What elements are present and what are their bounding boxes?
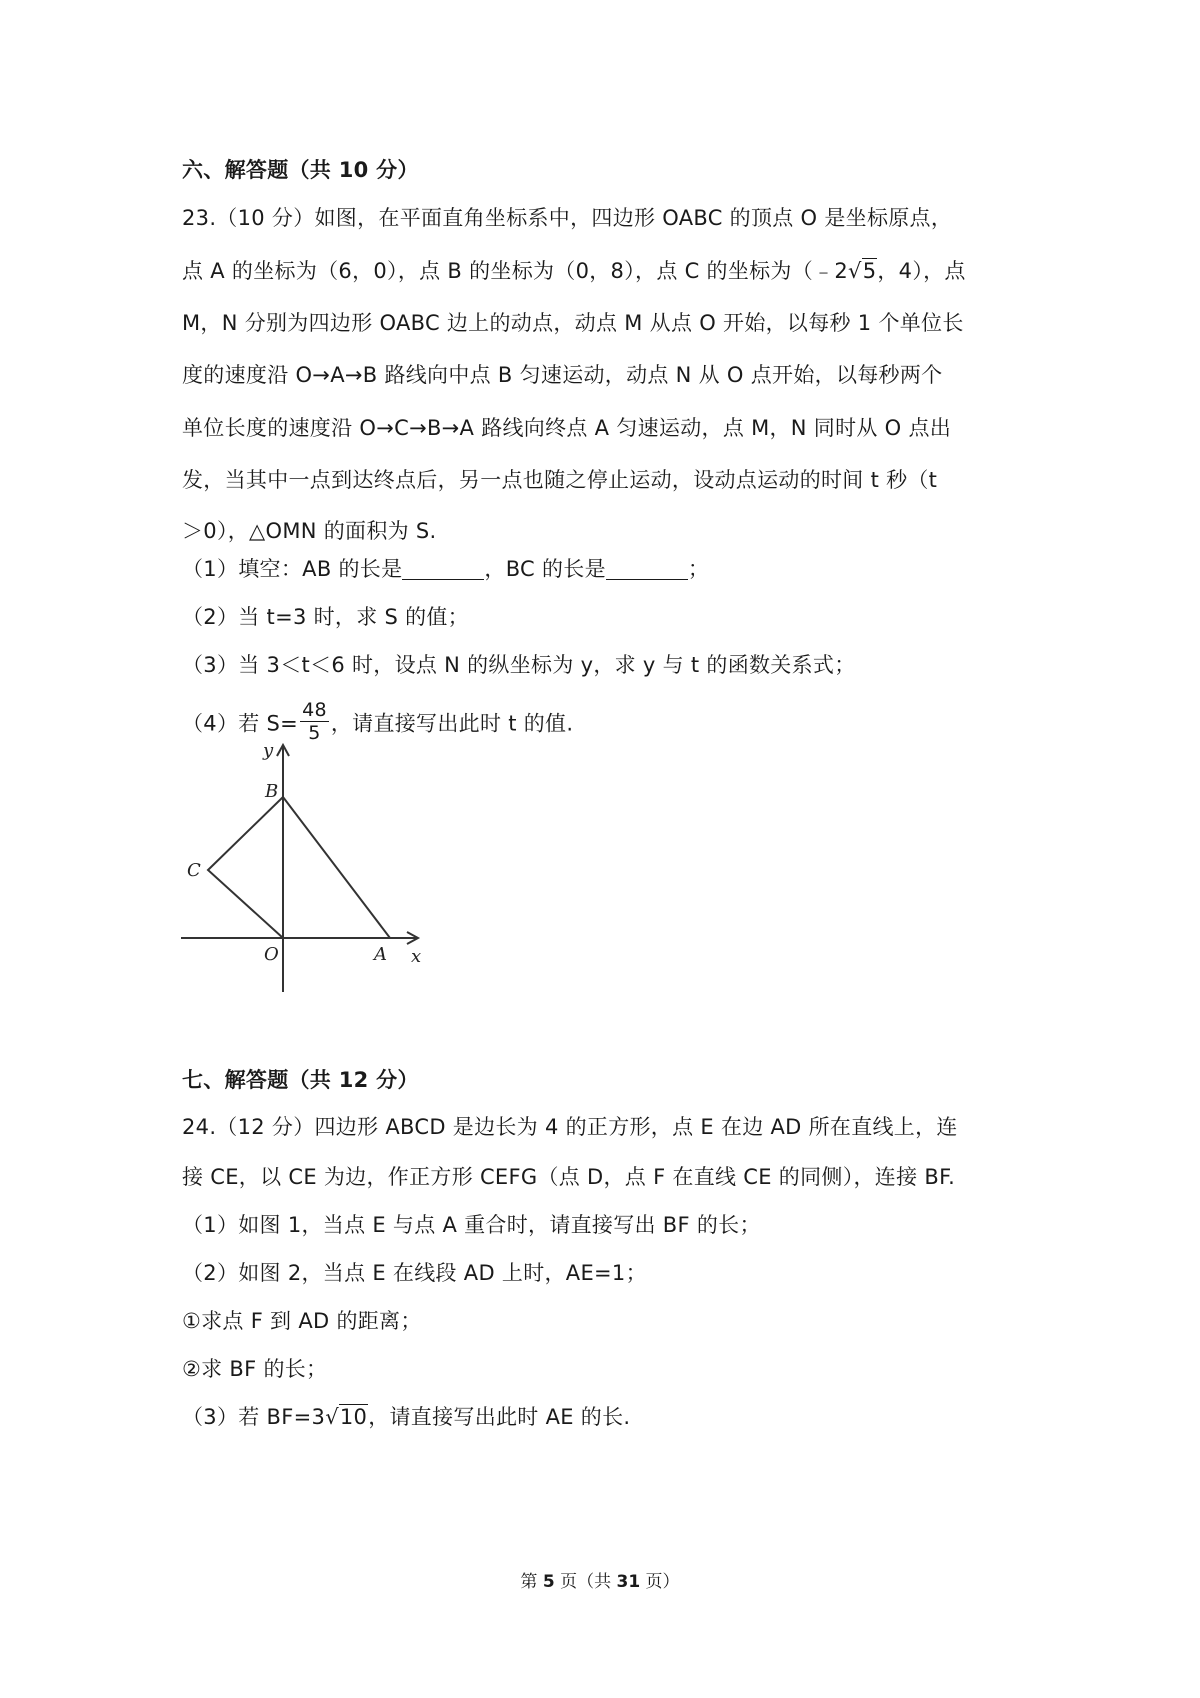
answer-blank-bc: [606, 557, 688, 580]
q23-part2: （2）当 t=3 时，求 S 的值；: [182, 605, 469, 629]
q24-line2: 接 CE，以 CE 为边，作正方形 CEFG（点 D，点 F 在直线 CE 的同侧），连接 BF.: [182, 1165, 956, 1189]
label-y: y: [263, 740, 274, 761]
q24-line1: 24.（12 分）四边形 ABCD 是边长为 4 的正方形，点 E 在边 AD 所在直线上，连: [182, 1115, 958, 1139]
q23-line7: ＞0），△OMN 的面积为 S.: [182, 519, 437, 543]
fraction-48-5: $\frac{48}{5}$: [302, 699, 327, 744]
q23-line4: 度的速度沿 O→A→B 路线向中点 B 匀速运动，动点 N 从 O 点开始，以每秒两个: [182, 363, 943, 387]
label-o: O: [264, 944, 279, 965]
q24-part2: （2）如图 2，当点 E 在线段 AD 上时，AE=1；: [182, 1261, 647, 1285]
answer-blank-ab: [402, 557, 484, 580]
q23-part3: （3）当 3＜t＜6 时，设点 N 的纵坐标为 y，求 y 与 t 的函数关系式；: [182, 653, 856, 677]
q24-part3: （3）若 BF=3√10，请直接写出此时 AE 的长.: [182, 1402, 630, 1432]
q24-sub1: ①求点 F 到 AD 的距离；: [182, 1309, 422, 1333]
label-c: C: [187, 860, 201, 881]
page-footer: 第 5 页（共 31 页）: [520, 1572, 680, 1592]
sqrt-10: √10: [325, 1405, 368, 1429]
q24-part1: （1）如图 1，当点 E 与点 A 重合时，请直接写出 BF 的长；: [182, 1213, 761, 1237]
q23-line6: 发，当其中一点到达终点后，另一点也随之停止运动，设动点运动的时间 t 秒（t: [182, 468, 938, 492]
q23-part4: （4）若 S= $\frac{48}{5}$ ，请直接写出此时 t 的值.: [182, 699, 574, 744]
label-b: B: [265, 781, 279, 802]
label-x: x: [411, 946, 422, 967]
q24-sub2: ②求 BF 的长；: [182, 1357, 328, 1381]
q23-line2: [182, 256, 966, 286]
label-a: A: [374, 944, 387, 965]
q23-line5: 单位长度的速度沿 O→C→B→A 路线向终点 A 匀速运动，点 M，N 同时从 O 点出: [182, 416, 952, 440]
page-number: 5: [542, 1572, 555, 1592]
page-total: 31: [616, 1572, 641, 1592]
q23-line3: M，N 分别为四边形 OABC 边上的动点，动点 M 从点 O 开始，以每秒 1 个单位长: [182, 311, 964, 335]
section7-title: 七、解答题（共 12 分）: [182, 1068, 419, 1092]
q23-line1: 23.（10 分）如图，在平面直角坐标系中，四边形 OABC 的顶点 O 是坐标原点，: [182, 206, 953, 230]
sqrt-5: √5: [848, 259, 877, 283]
q23-part1: （1）填空：AB 的长是 ，BC 的长是 ；: [182, 557, 710, 581]
quadrilateral-oabc: [208, 797, 390, 938]
q23-line2-b: ，4），点: [877, 259, 966, 283]
section6-title: 六、解答题（共 10 分）: [182, 158, 419, 182]
coordinate-figure: [175, 740, 435, 1000]
q23-line2-a: 点 A 的坐标为（6，0），点 B 的坐标为（0，8），点 C 的坐标为（﹣2: [182, 259, 848, 283]
